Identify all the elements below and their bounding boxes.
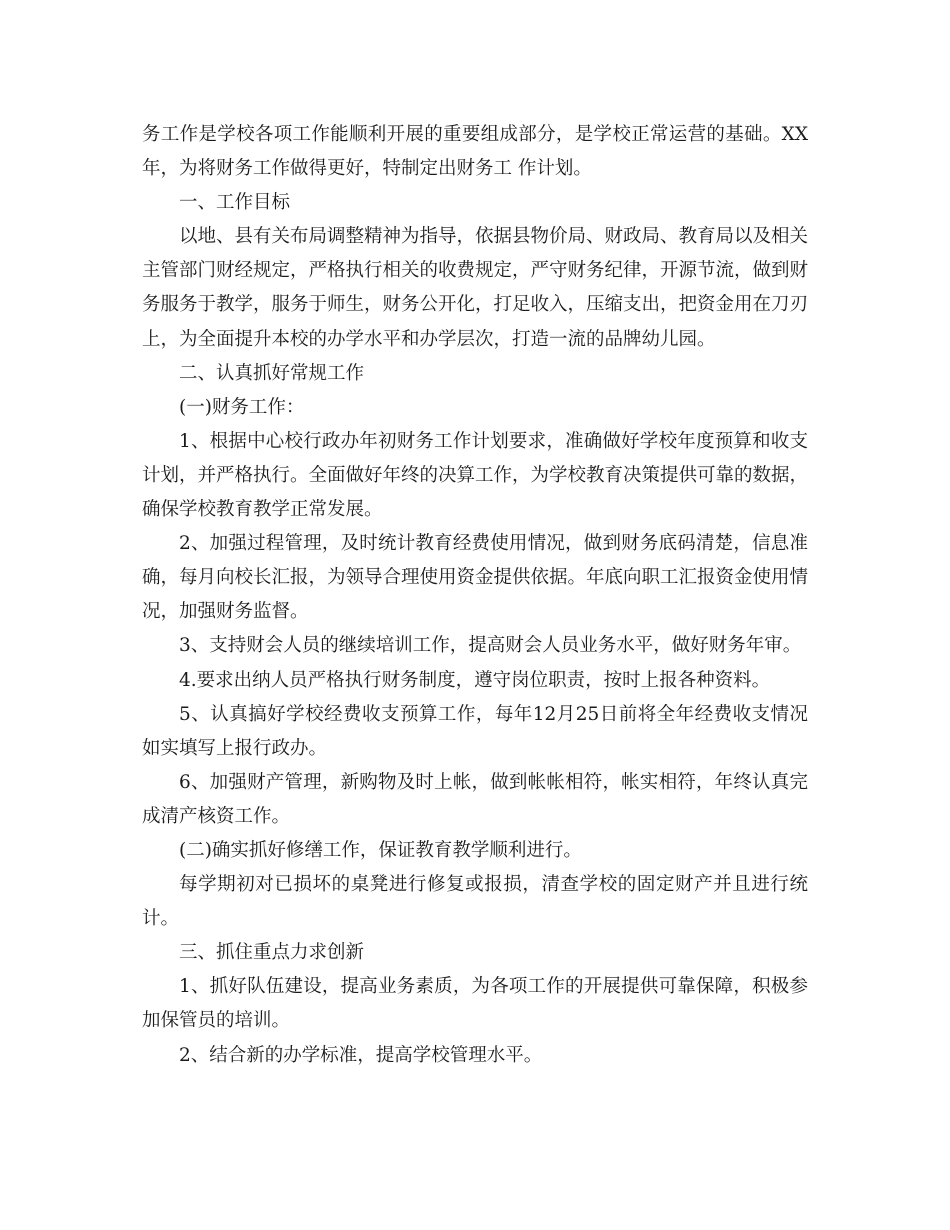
paragraph-intro: 务工作是学校各项工作能顺利开展的重要组成部分，是学校正常运营的基础。XX年，为将财务工作做得更好，特制定出财务工 作计划。 — [142, 124, 808, 180]
paragraph-focus-2: 2、结合新的办学标准，提高学校管理水平。 — [179, 1044, 543, 1066]
subheading-finance-work: (一)财务工作： — [179, 396, 305, 418]
heading-focus-innovation: 三、抓住重点力求创新 — [179, 942, 365, 964]
document-page — [142, 118, 808, 1073]
paragraph-item-1: 1、根据中心校行政办年初财务工作计划要求，准确做好学校年度预算和收支计划，并严格执行。全面做好年终的决算工作，为学校教育决策提供可靠的数据，确保学校教育教学正常发展。 — [142, 430, 809, 521]
paragraph-item-4: 4.要求出纳人员严格执行财务制度，遵守岗位职责，按时上报各种资料。 — [179, 669, 771, 691]
heading-routine-work: 二、认真抓好常规工作 — [179, 362, 365, 384]
heading-work-goals: 一、工作目标 — [179, 192, 291, 214]
paragraph-focus-1: 1、抓好队伍建设，提高业务素质，为各项工作的开展提供可靠保障，积极参加保管员的培训。 — [142, 976, 808, 1032]
subheading-repair-work: (二)确实抓好修缮工作，保证教育教学顺利进行。 — [179, 839, 582, 861]
paragraph-goals: 以地、县有关布局调整精神为指导，依据县物价局、财政局、教育局以及相关主管部门财经规定，严格执行相关的收费规定，严守财务纪律，开源节流，做到财务服务于教学，服务于师生，财务公开化，打足收入，压缩支出，把资金用在刀刃上，为全面提升本校的办学水平和办学层次，打造一流的品牌幼儿园。 — [142, 226, 809, 350]
paragraph-item-5: 5、认真搞好学校经费收支预算工作，每年12月25日前将全年经费收支情况如实填写上报行政办。 — [142, 703, 808, 759]
paragraph-item-3: 3、支持财会人员的继续培训工作，提高财会人员业务水平，做好财务年审。 — [179, 635, 802, 657]
paragraph-item-2: 2、加强过程管理，及时统计教育经费使用情况，做到财务底码清楚，信息准确，每月向校长汇报，为领导合理使用资金提供依据。年底向职工汇报资金使用情况，加强财务监督。 — [142, 533, 809, 623]
paragraph-item-6: 6、加强财产管理，新购物及时上帐，做到帐帐相符，帐实相符，年终认真完成清产核资工作。 — [142, 771, 808, 827]
paragraph-repair: 每学期初对已损坏的桌凳进行修复或报损，清查学校的固定财产并且进行统计。 — [142, 874, 808, 930]
